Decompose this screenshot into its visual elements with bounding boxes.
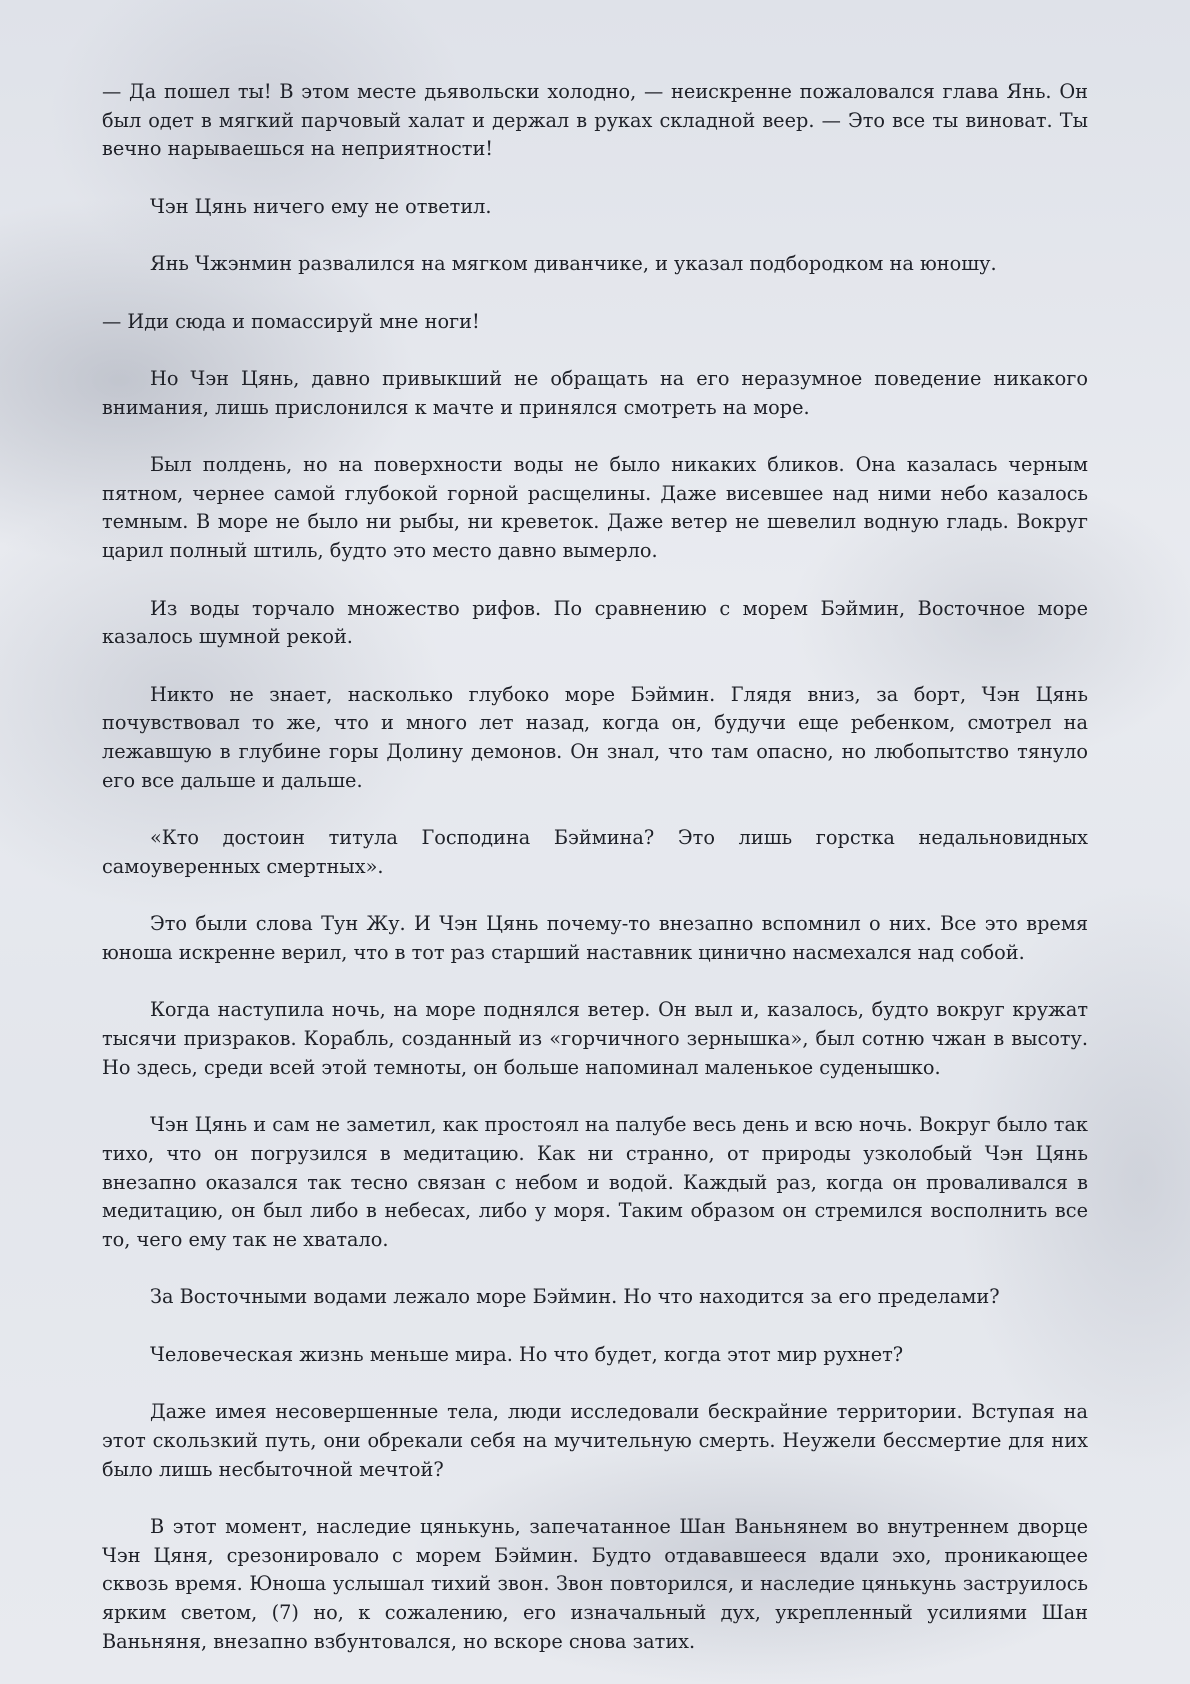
paragraph-3: Янь Чжэнмин развалился на мягком диванчике, и указал подбородком на юношу. xyxy=(150,252,997,276)
paragraph-4: — Иди сюда и помассируй мне ноги! xyxy=(102,309,480,333)
paragraph-11: Когда наступила ночь, на море поднялся ветер. Он выл и, казалось, будто вокруг кружат тысячи призраков. Корабль, созданный из «горчичного зернышка», был сотню чжан в высоту. Но здесь, среди всей этой темноты, он больше напоминал маленькое суденышко. xyxy=(102,998,1088,1079)
paragraph-6: Был полдень, но на поверхности воды не было никаких бликов. Она казалась черным пятном, чернее самой глубокой горной расщелины. Даже висевшее над ними небо казалось темным. В море не было ни рыбы, ни креветок. Даже ветер не шевелил водную гладь. Вокруг царил полный штиль, будто это место давно вымерло. xyxy=(102,453,1088,563)
paragraph-7: Из воды торчало множество рифов. По сравнению с морем Бэймин, Восточное море казалось шумной рекой. xyxy=(102,596,1088,649)
paragraph-13: За Восточными водами лежало море Бэймин. Но что находится за его пределами? xyxy=(150,1285,1000,1309)
paragraph-16: В этот момент, наследие цянькунь, запечатанное Шан Ваньнянем во внутреннем дворце Чэн Цяня, срезонировало с морем Бэймин. Будто отдававшееся вдали эхо, проникающее сквозь время. Юноша услышал тихий звон. Звон повторился, и наследие цянькунь заструилось ярким светом, (7) но, к сожалению, его изначальный дух, укрепленный усилиями Шан Ваньняня, внезапно взбунтовался, но вскоре снова затих. xyxy=(102,1514,1088,1653)
paragraph-14: Человеческая жизнь меньше мира. Но что будет, когда этот мир рухнет? xyxy=(150,1342,904,1366)
paragraph-12: Чэн Цянь и сам не заметил, как простоял на палубе весь день и всю ночь. Вокруг было так тихо, что он погрузился в медитацию. Как ни странно, от природы узколобый Чэн Цянь внезапно оказался так тесно связан с небом и водой. Каждый раз, когда он проваливался в медитацию, он был либо в небесах, либо у моря. Таким образом он стремился восполнить все то, чего ему так не хватало. xyxy=(102,1113,1088,1251)
paragraph-10: Это были слова Тун Жу. И Чэн Цянь почему-то внезапно вспомнил о них. Все это время юноша искренне верил, что в тот раз старший наставник цинично насмехался над собой. xyxy=(102,912,1088,964)
document-body xyxy=(102,78,1088,1656)
paragraph-1: — Да пошел ты! В этом месте дьявольски холодно, — неискренне пожаловался глава Янь. Он был одет в мягкий парчовый халат и держал в руках складной веер. — Это все ты виноват. Ты вечно нарываешься на неприятности! xyxy=(102,80,1088,161)
paragraph-9: «Кто достоин титула Господина Бэймина? Это лишь горстка недальновидных самоуверенных смертных». xyxy=(102,826,1088,878)
paragraph-8: Никто не знает, насколько глубоко море Бэймин. Глядя вниз, за борт, Чэн Цянь почувствовал то же, что и много лет назад, когда он, будучи еще ребенком, смотрел на лежавшую в глубине горы Долину демонов. Он знал, что там опасно, но любопытство тянуло его все дальше и дальше. xyxy=(102,682,1088,792)
paragraph-5: Но Чэн Цянь, давно привыкший не обращать на его неразумное поведение никакого внимания, лишь прислонился к мачте и принялся смотреть на море. xyxy=(102,366,1088,419)
paragraph-2: Чэн Цянь ничего ему не ответил. xyxy=(150,194,492,218)
paragraph-15: Даже имея несовершенные тела, люди исследовали бескрайние территории. Вступая на этот скользкий путь, они обрекали себя на мучительную смерть. Неужели бессмертие для них было лишь несбыточной мечтой? xyxy=(102,1400,1088,1481)
